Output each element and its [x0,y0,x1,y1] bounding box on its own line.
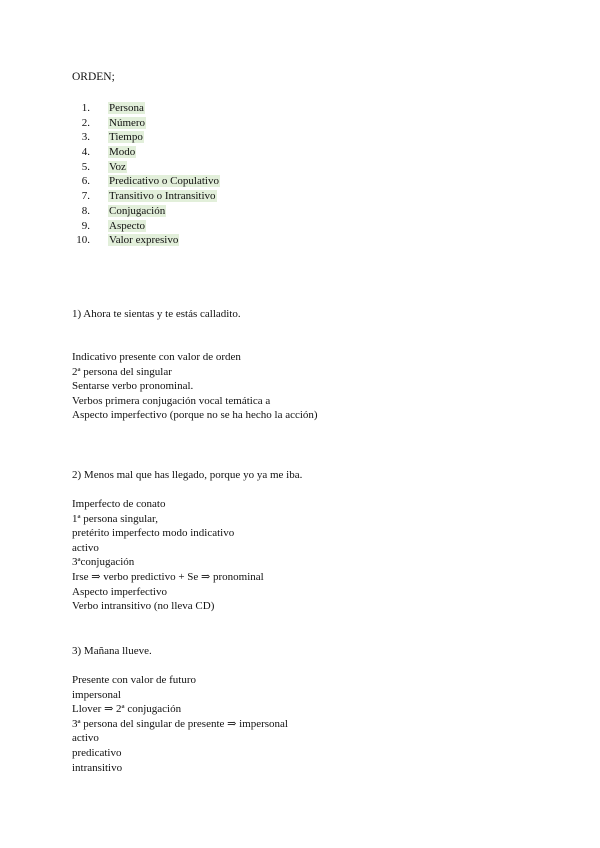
list-number: 2. [81,116,90,129]
exercise-analysis [72,497,302,614]
analysis-line: Verbo intransitivo (no lleva CD) [72,600,215,613]
analysis-line: activo [72,541,99,554]
analysis-line: Presente con valor de futuro [72,674,197,686]
list-text: Voz [109,160,126,173]
exercise-1 [72,307,318,423]
list-text: Conjugación [109,204,166,217]
list-item [72,204,220,219]
analysis-line: Indicativo presente con valor de orden [72,351,241,363]
list-item [72,219,220,234]
list-text: Número [109,116,146,129]
list-item [72,189,220,204]
list-text: Transitivo o Intransitivo [109,190,216,203]
list-number: 1. [81,102,90,114]
heading: ORDEN; [72,71,115,83]
order-list [72,101,220,248]
exercise-3 [72,644,288,775]
exercise-2 [72,468,302,614]
list-number: 9. [81,219,90,232]
analysis-line: Imperfecto de conato [72,498,166,510]
exercise-analysis [72,350,318,423]
list-number: 5. [81,160,90,173]
analysis-line: 1ª persona singular, [72,512,158,525]
analysis-line: Llover ⇒ 2ª conjugación [72,703,182,716]
analysis-line: 2ª persona del singular [72,365,172,378]
list-number: 7. [81,190,90,203]
analysis-line: pretérito imperfecto modo indicativo [72,527,235,540]
list-item [72,116,220,131]
analysis-line: Irse ⇒ verbo predictivo + Se ⇒ pronominal [72,570,264,583]
analysis-line: activo [72,732,99,745]
analysis-line: impersonal [72,688,121,701]
analysis-line: 3ª persona del singular de presente ⇒ impersonal [72,717,288,730]
analysis-line: predicativo [72,746,122,759]
list-item [72,145,220,160]
list-number: 10. [76,234,90,247]
list-item [72,233,220,248]
list-number: 4. [81,146,90,159]
exercise-question: 3) Mañana llueve. [72,645,152,657]
list-number: 6. [81,175,90,188]
list-text: Aspecto [109,219,146,232]
analysis-line: Aspecto imperfectivo (porque no se ha hecho la acción) [72,409,318,422]
analysis-line: Aspecto imperfectivo [72,585,167,598]
analysis-line: Verbos primera conjugación vocal temática a [72,394,271,407]
list-item [72,101,220,116]
list-text: Valor expresivo [109,234,179,247]
analysis-line: 3ªconjugación [72,556,135,569]
analysis-line: Sentarse verbo pronominal. [72,380,194,393]
analysis-line: intransitivo [72,761,123,774]
exercise-analysis [72,673,288,775]
list-item [72,160,220,175]
list-number: 8. [81,204,90,217]
list-text: Tiempo [109,131,143,144]
list-item [72,174,220,189]
exercise-question: 2) Menos mal que has llegado, porque yo ya me iba. [72,469,303,481]
list-text: Modo [109,146,136,159]
exercise-question: 1) Ahora te sientas y te estás calladito. [72,308,241,320]
list-text: Persona [109,102,144,114]
list-item [72,130,220,145]
list-text: Predicativo o Copulativo [109,175,219,188]
list-number: 3. [81,131,90,144]
